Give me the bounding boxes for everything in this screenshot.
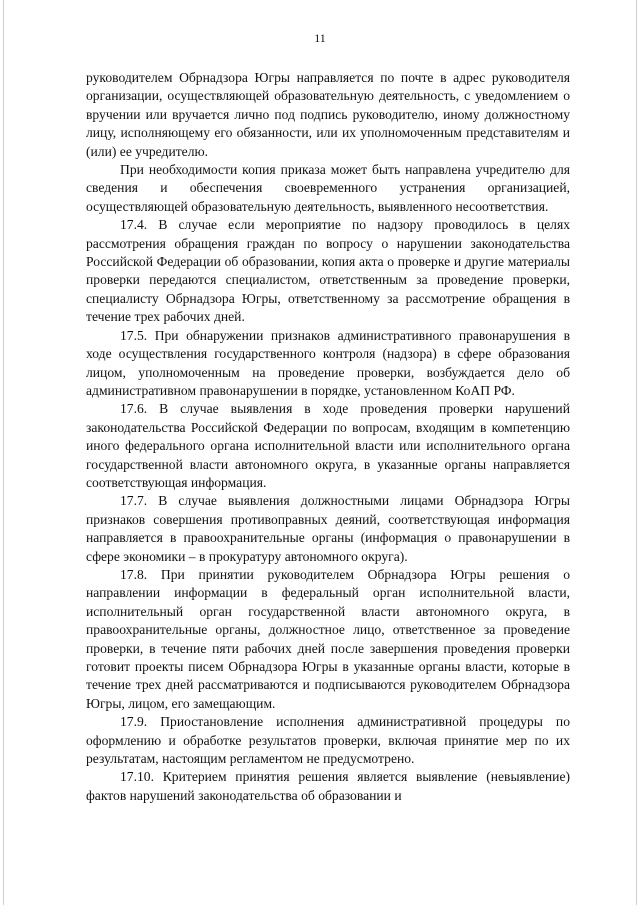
paragraph-17-5: 17.5. При обнаружении признаков административного правонарушения в ходе осуществления государственного контроля (надзора) в сфере образования лицом, уполномоченным на проведение проверки, возбуждается дело об административном правонарушении в порядке, установленном КоАП РФ. [86, 327, 570, 398]
paragraph-copy-to-founder: При необходимости копия приказа может быть направлена учредителю для сведения и обеспечения своевременного устранения организацией, осуществляющей образовательную деятельность, выявленного несоответствия. [86, 162, 570, 214]
document-body [86, 69, 570, 805]
page-number: 11 [314, 31, 326, 45]
paragraph-17-4: 17.4. В случае если мероприятие по надзору проводилось в целях рассмотрения обращения граждан по вопросу о нарушении законодательства Российской Федерации об образовании, копия акта о проверке и другие материалы проверки передаются специалистом, ответственным за проведение проверки, специалисту Обрнадзора Югры, ответственному за рассмотрение обращения в течение трех рабочих дней. [86, 217, 570, 325]
paragraph-17-9: 17.9. Приостановление исполнения административной процедуры по оформлению и обработке результатов проверки, включая принятие мер по их результатам, настоящим регламентом не предусмотрено. [86, 714, 570, 767]
paragraph-17-6: 17.6. В случае выявления в ходе проведения проверки нарушений законодательства Российской Федерации по вопросам, входящим в компетенцию иного федерального органа исполнительной власти или исполнительного органа государственной власти автономного округа, в указанные органы направляется соответствующая информация. [86, 401, 570, 490]
scan-edge-right [636, 0, 637, 905]
paragraph-17-8: 17.8. При принятии руководителем Обрнадзора Югры решения о направлении информации в федеральный орган исполнительной власти, исполнительный орган государственной власти автономного округа, в правоохранительные органы, должностное лицо, ответственное за проведение проверки, в течение пяти рабочих дней после завершения проведения проверки готовит проекты писем Обрнадзора Югры в указанные органы власти, которые в течение трех дней рассматриваются и подписываются руководителем Обрнадзора Югры, лицом, его замещающим. [86, 566, 570, 711]
paragraph-17-10: 17.10. Критерием принятия решения является выявление (невыявление) фактов нарушений законодательства об образовании и [86, 769, 570, 803]
scan-edge-left [3, 0, 4, 905]
paragraph-continuation: руководителем Обрнадзора Югры направляется по почте в адрес руководителя организации, осуществляющей образовательную деятельность, с уведомлением о вручении или вручается лично под подпись руководителю, иному должностному лицу, исполняющему его обязанности, или их уполномоченным представителям и (или) ее учредителю. [86, 70, 570, 159]
paragraph-17-7: 17.7. В случае выявления должностными лицами Обрнадзора Югры признаков совершения противоправных деяний, соответствующая информация направляется в правоохранительные органы (информация о правонарушении в сфере экономики – в прокуратуру автономного округа). [86, 493, 570, 564]
